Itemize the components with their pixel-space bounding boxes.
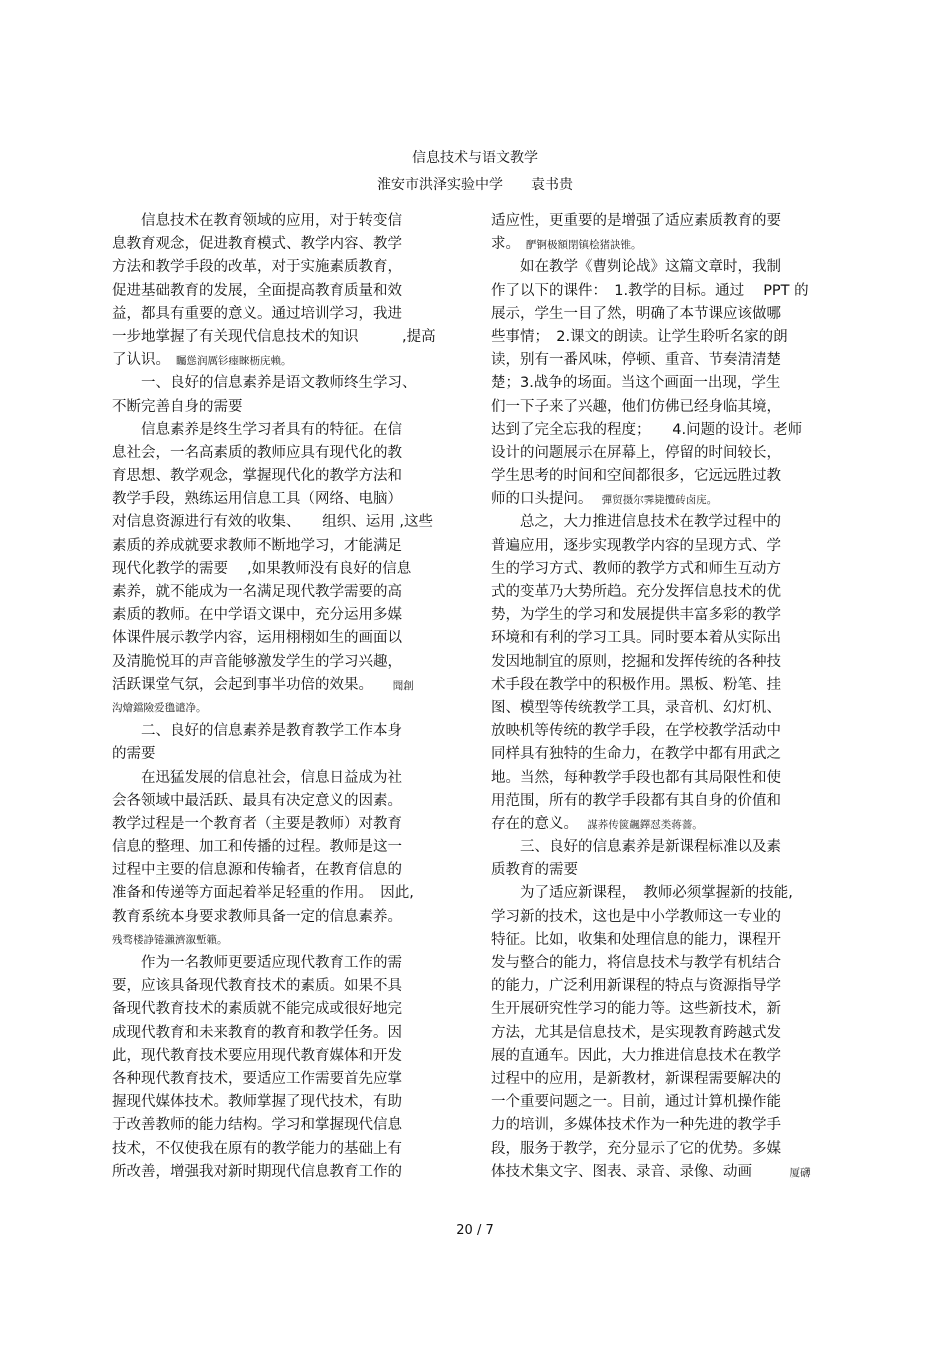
line-text: 学习新的技术，这也是中小学教师这一专业的 <box>491 908 781 925</box>
text-line <box>491 535 815 558</box>
right-column <box>491 210 815 1184</box>
text-line <box>112 372 452 395</box>
text-line <box>112 906 452 929</box>
text-line <box>491 929 815 952</box>
text-line <box>491 998 815 1021</box>
text-line <box>491 813 815 836</box>
text-line <box>491 488 815 511</box>
line-text: 息社会，一名高素质的教师应具有现代化的教 <box>112 444 402 461</box>
line-text: 生开展研究性学习的能力等。这些新技术，新 <box>491 1001 781 1018</box>
line-text: 环境和有利的学习工具。同时要本着从实际出 <box>491 630 781 647</box>
text-line <box>112 604 452 627</box>
line-text: 普遍应用，逐步实现教学内容的呈现方式、学 <box>491 537 781 554</box>
text-line <box>491 859 815 882</box>
text-line <box>112 1022 452 1045</box>
text-line <box>112 1068 452 1091</box>
line-text: 过程中的应用，是新教材，新课程需要解决的 <box>491 1070 781 1087</box>
line-text: 会各领域中最活跃、最具有决定意义的因素。 <box>112 792 402 809</box>
line-text: 地。当然，每种教学手段也都有其局限性和使 <box>491 769 781 786</box>
text-line <box>112 419 452 442</box>
text-line <box>491 1161 815 1184</box>
text-line <box>112 303 452 326</box>
line-text: 对信息资源进行有效的收集、 组织、运用 ,这些 <box>112 514 433 531</box>
text-line <box>491 256 815 279</box>
text-line <box>491 511 815 534</box>
text-line <box>112 465 452 488</box>
line-text: 存在的意义。 <box>491 815 571 832</box>
text-line <box>112 743 452 766</box>
text-line <box>112 233 452 256</box>
noise-text: 残骛楼諍锩瀨濟溆塹籟。 <box>112 933 228 946</box>
text-line <box>112 581 452 604</box>
line-text: 不断完善自身的需要 <box>112 398 243 415</box>
text-line <box>112 767 452 790</box>
text-line <box>491 720 815 743</box>
line-text: 同样具有独特的生命力，在教学中都有用武之 <box>491 746 781 763</box>
text-line <box>491 581 815 604</box>
line-text: 素质的教师。在中学语文课中，充分运用多媒 <box>112 607 402 624</box>
line-text: 段，服务于教学，充分显示了它的优势。多媒 <box>491 1140 781 1157</box>
text-line <box>491 1138 815 1161</box>
text-line <box>491 697 815 720</box>
noise-text: 聞創 <box>371 679 414 692</box>
line-text: 成现代教育和未来教育的教育和教学任务。因 <box>112 1024 402 1041</box>
line-text: 适应性，更重要的是增强了适应素质教育的要 <box>491 213 781 229</box>
text-line <box>112 651 452 674</box>
text-line <box>112 813 452 836</box>
line-text: 各种现代教育技术，要适应工作需要首先应掌 <box>112 1070 402 1087</box>
line-text: 式的变革乃大势所趋。充分发挥信息技术的优 <box>491 584 781 600</box>
text-line <box>491 326 815 349</box>
noise-text: 矚慫润厲钐瘗睞枥庑赖。 <box>176 355 292 368</box>
line-text: 素养，就不能成为一名满足现代教学需要的高 <box>112 584 402 600</box>
line-text: 为了适应新课程， 教师必须掌握新的技能, <box>491 885 793 902</box>
text-line <box>491 767 815 790</box>
page-title: 信息技术与语文教学 <box>412 150 538 166</box>
text-line <box>112 1091 452 1114</box>
text-line <box>112 720 452 743</box>
text-line <box>491 372 815 395</box>
line-text: 此，现代教育技术要应用现代教育媒体和开发 <box>112 1047 402 1064</box>
line-text: 握现代媒体技术。教师掌握了现代技术，有助 <box>112 1094 402 1111</box>
line-text: 活跃课堂气氛，会起到事半功倍的效果。 <box>112 676 366 693</box>
text-line <box>491 1091 815 1114</box>
line-text: 质教育的需要 <box>491 862 578 879</box>
line-text: 备现代教育技术的素质就不能完成或很好地完 <box>112 1001 402 1018</box>
line-text: 二、良好的信息素养是教育教学工作本身 <box>112 723 402 740</box>
text-line <box>112 627 452 650</box>
text-line <box>491 419 815 442</box>
noise-text: 厦礴 <box>758 1166 811 1179</box>
line-text: 体技术集文字、图表、录音、录像、动画 <box>491 1163 752 1180</box>
line-text: 信息素养是终生学习者具有的特征。在信 <box>112 421 402 438</box>
text-line <box>491 558 815 581</box>
text-line <box>112 975 452 998</box>
line-text: 在迅猛发展的信息社会，信息日益成为社 <box>112 769 402 786</box>
line-text: 育思想、教学观念，掌握现代化的教学方法和 <box>112 468 402 485</box>
text-line <box>491 790 815 813</box>
line-text: 放映机等传统的教学手段，在学校教学活动中 <box>491 723 781 740</box>
text-line <box>491 210 815 233</box>
text-line <box>112 488 452 511</box>
text-line <box>112 859 452 882</box>
text-line <box>491 349 815 372</box>
noise-text: 彈贸摄尔霁毙攬砖卤庑。 <box>591 494 718 507</box>
text-line <box>112 952 452 975</box>
text-line <box>491 952 815 975</box>
text-line <box>112 929 452 952</box>
line-text: 过程中主要的信息源和传输者，在教育信息的 <box>112 862 402 879</box>
text-line <box>491 627 815 650</box>
text-line <box>491 743 815 766</box>
text-line <box>112 256 452 279</box>
line-text: 发与整合的能力，将信息技术与教学有机结合 <box>491 955 781 971</box>
text-line <box>112 396 452 419</box>
line-text: 求。 <box>491 236 520 253</box>
text-line <box>112 511 452 534</box>
line-text: 促进基础教育的发展，全面提高教育质量和效 <box>112 282 402 299</box>
text-line <box>112 882 452 905</box>
text-line <box>112 998 452 1021</box>
line-text: 三、良好的信息素养是新课程标准以及素 <box>491 839 781 856</box>
line-text: 楚；3.战争的场面。当这个画面一出现，学生 <box>491 375 781 392</box>
line-text: 素质的养成就要求教师不断地学习，才能满足 <box>112 537 402 554</box>
text-line <box>491 303 815 326</box>
text-line <box>112 1161 452 1184</box>
line-text: 术手段在教学中的积极作用。黑板、粉笔、挂 <box>491 676 781 693</box>
line-text: 教育系统本身要求教师具备一定的信息素养。 <box>112 908 402 925</box>
line-text: 方法和教学手段的改革，对于实施素质教育， <box>112 259 402 276</box>
text-line <box>112 210 452 233</box>
text-line <box>491 836 815 859</box>
text-line <box>112 280 452 303</box>
line-text: 一个重要问题之一。目前，通过计算机操作能 <box>491 1094 781 1111</box>
line-text: 体课件展示教学内容，运用栩栩如生的画面以 <box>112 630 402 647</box>
text-line <box>491 674 815 697</box>
text-line <box>491 1022 815 1045</box>
line-text: 用范围，所有的教学手段都有其自身的价值和 <box>491 792 781 809</box>
line-text: 教学过程是一个教育者（主要是教师）对教育 <box>112 815 402 832</box>
line-text: 读，别有一番风味，停顿、重音、节奏清清楚 <box>491 352 781 369</box>
line-text: 一步地掌握了有关现代信息技术的知识 ,提高 <box>112 328 436 345</box>
line-text: 的能力，广泛利用新课程的特点与资源指导学 <box>491 978 781 995</box>
text-line <box>491 465 815 488</box>
line-text: 益，都具有重要的意义。通过培训学习，我进 <box>112 305 402 322</box>
line-text: 展的直通车。因此，大力推进信息技术在教学 <box>491 1047 781 1064</box>
line-text: 一、良好的信息素养是语文教师终生学习、 <box>112 375 417 392</box>
text-line <box>112 1114 452 1137</box>
line-text: 准备和传递等方面起着举足轻重的作用。 因此, <box>112 885 414 902</box>
text-line <box>112 349 452 372</box>
text-line <box>112 1138 452 1161</box>
text-line <box>112 535 452 558</box>
text-line <box>491 233 815 256</box>
line-text: 如在教学《曹刿论战》这篇文章时，我制 <box>491 259 781 276</box>
line-text: 展示，学生一目了然，明确了本节课应该做哪 <box>491 305 781 322</box>
text-line <box>112 674 452 697</box>
line-text: 的需要 <box>112 746 156 763</box>
line-text: 设计的问题展示在屏幕上，停留的时间较长， <box>491 444 781 461</box>
text-line <box>112 1045 452 1068</box>
text-line <box>112 836 452 859</box>
text-line <box>112 697 452 720</box>
line-text: 作了以下的课件： 1.教学的目标。通过 PPT 的 <box>491 282 809 299</box>
text-line <box>491 280 815 303</box>
line-text: 发因地制宜的原则，挖掘和发挥传统的各种技 <box>491 653 781 670</box>
line-text: 信息技术在教育领域的应用，对于转变信 <box>112 213 402 229</box>
noise-text: 謀荞传篋飆鐸怼类蒋薔。 <box>576 818 703 831</box>
line-text: 特征。比如，收集和处理信息的能力，课程开 <box>491 931 781 948</box>
line-text: 于改善教师的能力结构。学习和掌握现代信息 <box>112 1117 402 1134</box>
line-text: 作为一名教师更要适应现代教育工作的需 <box>112 955 402 971</box>
text-line <box>112 326 452 349</box>
line-text: 学生思考的时间和空间都很多，它远远胜过教 <box>491 468 781 485</box>
line-text: 方法，尤其是信息技术，是实现教育跨越式发 <box>491 1024 781 1041</box>
line-text: 技术，不仅使我在原有的教学能力的基础上有 <box>112 1140 402 1157</box>
author-line: 淮安市洪泽实验中学 袁书贵 <box>377 177 573 193</box>
line-text: 了认识。 <box>112 352 170 369</box>
text-line <box>491 442 815 465</box>
text-line <box>112 442 452 465</box>
text-line <box>491 882 815 905</box>
text-line <box>491 604 815 627</box>
left-column <box>112 210 452 1184</box>
text-line <box>491 1068 815 1091</box>
line-text: 们一下子来了兴趣，他们仿佛已经身临其境， <box>491 398 781 415</box>
line-text: 教学手段，熟练运用信息工具（网络、电脑） <box>112 491 402 508</box>
text-line <box>112 558 452 581</box>
line-text: 些事情； 2.课文的朗读。让学生聆听名家的朗 <box>491 328 788 345</box>
line-text: 生的学习方式、教师的教学方式和师生互动方 <box>491 560 781 577</box>
line-text: 及清脆悦耳的声音能够激发学生的学习兴趣， <box>112 653 402 670</box>
text-line <box>491 396 815 419</box>
line-text: 息教育观念，促进教育模式、教学内容、教学 <box>112 236 402 253</box>
text-line <box>491 1045 815 1068</box>
noise-text: 酽锕极額閉镇桧猪訣锥。 <box>526 239 642 252</box>
text-line <box>112 790 452 813</box>
line-text: 所改善，增强我对新时期现代信息教育工作的 <box>112 1163 402 1180</box>
line-text: 总之，大力推进信息技术在教学过程中的 <box>491 514 781 531</box>
line-text: 力的培训，多媒体技术作为一种先进的教学手 <box>491 1117 781 1134</box>
line-text: 图、模型等传统教学工具，录音机、幻灯机、 <box>491 699 781 716</box>
line-text: 达到了完全忘我的程度； 4.问题的设计。老师 <box>491 421 803 438</box>
page-number: 20 / 7 <box>456 1223 494 1238</box>
text-line <box>491 975 815 998</box>
line-text: 信息的整理、加工和传播的过程。教师是这一 <box>112 839 402 856</box>
noise-text: 沟燴鐺險爱氇谴净。 <box>112 701 207 714</box>
line-text: 势，为学生的学习和发展提供丰富多彩的教学 <box>491 607 781 624</box>
line-text: 现代化教学的需要 ,如果教师没有良好的信息 <box>112 560 412 577</box>
text-line <box>491 906 815 929</box>
line-text: 师的口头提问。 <box>491 491 586 508</box>
text-line <box>491 651 815 674</box>
text-line <box>491 1114 815 1137</box>
line-text: 要，应该具备现代教育技术的素质。如果不具 <box>112 978 402 995</box>
